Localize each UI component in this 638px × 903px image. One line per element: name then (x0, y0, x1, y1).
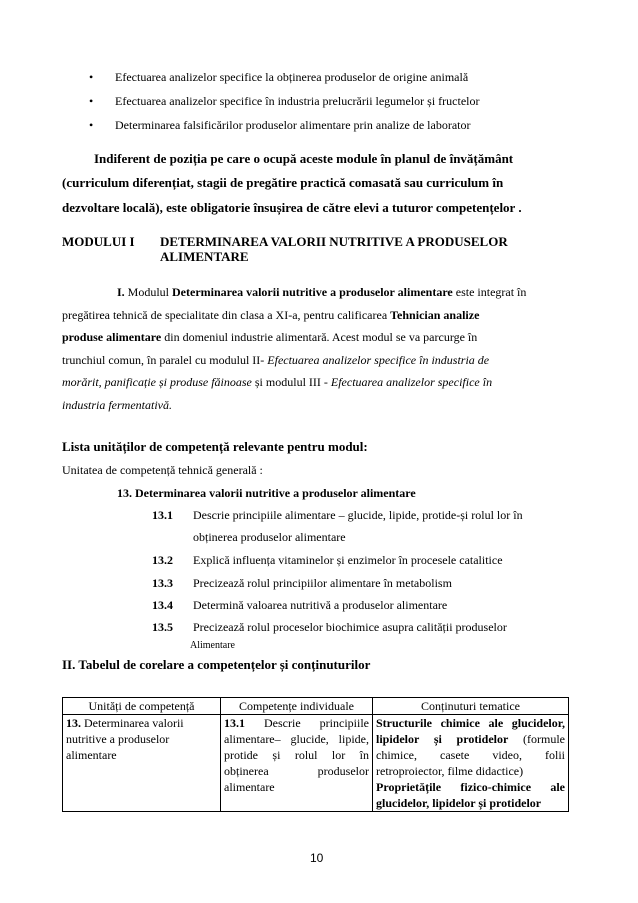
correlation-table (62, 697, 569, 812)
paragraph-line (117, 285, 526, 300)
table-cell-unit (63, 715, 221, 812)
page-number: 10 (310, 851, 324, 865)
competence-text: Descrie principiile alimentare– glucide, lipide, protide și rolul lor în obținerea produselor alimentare (224, 716, 369, 794)
table-heading: II. Tabelul de corelare a competențelor și conținuturilor (62, 657, 371, 672)
module-label: MODULUI I (62, 234, 135, 249)
intro-line: Indiferent de poziția pe care o ocupă aceste module în planul de învățământ (94, 151, 514, 166)
column-header: Competențe individuale (221, 698, 373, 715)
module-title-cont: ALIMENTARE (160, 249, 249, 264)
table-header-row (63, 698, 569, 715)
content-title: Structurile chimice ale glucidelor, lipidelor și protidelor (376, 716, 565, 746)
competence-number: 13.1 (224, 716, 245, 730)
content-title: Proprietățile fizico-chimice ale glucidelor, lipidelor și protidelor (376, 780, 565, 810)
paragraph-line (62, 330, 477, 345)
text: este integrat în (455, 285, 527, 299)
qualification-name: Tehnician analize (390, 308, 480, 322)
column-header: Conținuturi tematice (373, 698, 569, 715)
bullet-icon: • (89, 94, 94, 108)
unit-number: 13. (66, 716, 81, 730)
competence-text-cont: obținerea produselor alimentare (193, 530, 346, 544)
paragraph-line (62, 308, 479, 323)
bullet-icon: • (89, 118, 94, 132)
paragraph-line (62, 353, 489, 368)
competence-number: 13.4 (152, 598, 173, 612)
bullet-text: Efectuarea analizelor specifice la obținerea produselor de origine animală (115, 70, 469, 84)
competence-text: Determină valoarea nutritivă a produselor alimentare (193, 598, 448, 612)
qualification-name: produse alimentare (62, 330, 162, 344)
competence-number: 13.2 (152, 553, 173, 567)
bullet-text: Determinarea falsificărilor produselor alimentare prin analize de laborator (115, 118, 471, 132)
text: Modulul (127, 285, 170, 299)
competence-number: 13.5 (152, 620, 173, 634)
module-reference: morărit, panificație și produse făinoase (62, 375, 252, 389)
unit-title: 13. Determinarea valorii nutritive a produselor alimentare (117, 486, 416, 500)
competence-number: 13.3 (152, 576, 173, 590)
competence-number: 13.1 (152, 508, 173, 522)
text: trunchiul comun, în paralel cu modulul II- (62, 353, 265, 367)
text: pregătirea tehnică de specialitate din clasa a XI-a, pentru calificarea (62, 308, 388, 322)
table-row (63, 715, 569, 812)
unit-text: Determinarea valorii nutritive a produselor alimentare (66, 716, 184, 762)
competence-text: Explică influența vitaminelor și enzimelor în procesele catalitice (193, 553, 503, 567)
bullet-icon: • (89, 70, 94, 84)
competence-text: Precizează rolul principiilor alimentare în metabolism (193, 576, 452, 590)
text: și modulul III - (254, 375, 328, 389)
paragraph-number: I. (117, 285, 125, 299)
competence-text: Precizează rolul proceselor biochimice asupra calității produselor (193, 620, 507, 634)
module-title: DETERMINAREA VALORII NUTRITIVE A PRODUSELOR (160, 234, 508, 249)
competence-text: Descrie principiile alimentare – glucide, lipide, protide-și rolul lor în (193, 508, 523, 522)
competence-heading: Lista unităților de competență relevante pentru modul: (62, 439, 368, 454)
module-name: Determinarea valorii nutritive a produselor alimentare (172, 285, 453, 299)
intro-line: dezvoltare locală), este obligatorie însușirea de către elevi a tuturor competențelor . (62, 200, 522, 215)
text: din domeniul industrie alimentară. Acest modul se va parcurge în (164, 330, 478, 344)
table-cell-content (373, 715, 569, 812)
paragraph-line: industria fermentativă. (62, 398, 172, 412)
module-reference: Efectuarea analizelor specifice în (330, 375, 493, 389)
module-reference: Efectuarea analizelor specifice în industria de (267, 353, 490, 367)
intro-line: (curriculum diferențiat, stagii de pregătire practică comasată sau curriculum în (62, 175, 504, 190)
content-text: (formule chimice, casete video, folii retroproiector, filme didactice) (376, 732, 565, 778)
column-header: Unități de competență (63, 698, 221, 715)
unit-label: Unitatea de competență tehnică generală : (62, 463, 263, 477)
table-cell-competence (221, 715, 373, 812)
bullet-text: Efectuarea analizelor specifice în industria prelucrării legumelor și fructelor (115, 94, 480, 108)
competence-text-cont: Alimentare (190, 640, 235, 651)
paragraph-line (62, 375, 492, 390)
